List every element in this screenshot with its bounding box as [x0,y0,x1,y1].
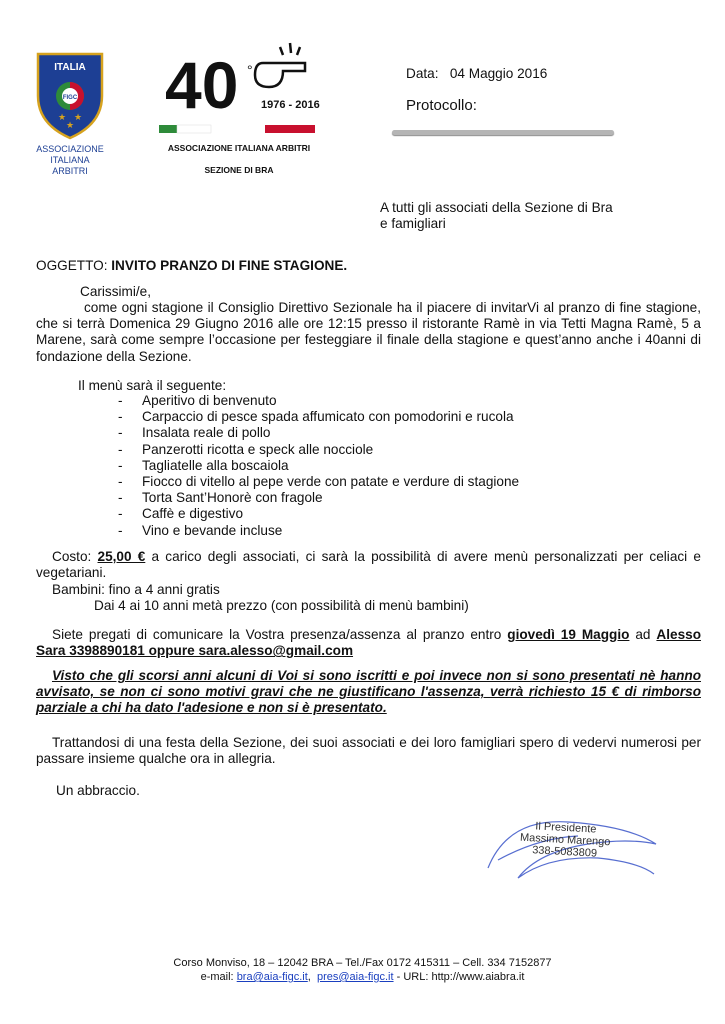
list-item: - Vino e bevande incluse [118,523,678,539]
signature-line-1: Il Presidente [535,820,597,836]
logo-40-line2: SEZIONE DI BRA [204,165,274,175]
logo-40-years: 1976 - 2016 [261,99,320,111]
logo-40-anni [155,35,325,185]
logo-italia-text: ITALIA [54,62,86,73]
degree-icon: ° [247,62,253,78]
children-line-2: Dai 4 ai 10 anni metà prezzo (con possibilità di menù bambini) [94,598,469,613]
flag-green-bar [159,125,177,133]
children-line-1: Bambini: fino a 4 anni gratis [52,582,220,597]
footer-email-link-2[interactable]: pres@aia-figc.it [316,971,394,983]
signature-text [519,820,611,861]
date-value: 04 Maggio 2016 [449,66,548,81]
signature-line-3: 338-5083809 [531,844,598,860]
recipient-block [380,200,710,232]
closing-text: Trattandosi di una festa della Sezione, dei suoi associati e dei loro famigliari spero di vedervi numerosi per passare insieme qualche ora in allegria. [36,735,701,767]
date-label: Data: [406,66,439,81]
cost-label: Costo: [52,549,92,564]
menu-intro: Il menù sarà il seguente: [78,378,227,393]
protocol-line [406,98,477,114]
logo-40-number: 40 [165,48,239,122]
star-icon: ★ [58,112,67,122]
footer-email-link-1[interactable]: bra@aia-figc.it [236,971,308,983]
greeting: Carissimi/e, [80,284,151,299]
logo-italia-caption [30,144,110,177]
intro-text: come ogni stagione il Consiglio Direttivo Sezionale ha il piacere di invitarVi al pranzo di fine stagione, che si terrà Domenica 29 Giugno 2016 alle ore 12:15 presso il ristorante Ramè in via Tetti Magna Ramè, 5 a Marene, sarà come sempre l’occasione per festeggiare il finale della stagione e quest’anno anche i 40anni di fondazione della Sezione. [36,300,701,364]
caption-line-1: ASSOCIAZIONE [36,144,104,154]
list-item: - Tagliatelle alla boscaiola [118,458,678,474]
rsvp-date: giovedì 19 Maggio [507,627,630,642]
footer-url-label: - URL: [396,971,429,983]
caption-line-2: ITALIANA [50,155,90,165]
logo-italia [30,50,110,177]
footer [0,956,725,984]
footer-url[interactable]: http://www.aiabra.it [431,971,525,983]
star-icon: ★ [74,112,83,122]
cost-paragraph [36,549,701,581]
cost-value: 25,00 € [97,549,146,564]
rsvp-paragraph [36,627,701,659]
footer-contacts: e-mail: bra@aia-figc.it, pres@aia-figc.it - URL: http://www.aiabra.it [200,971,525,983]
logo-figc-text: FIGC [62,95,78,101]
whistle-icon [255,43,305,87]
list-item: - Insalata reale di pollo [118,425,678,441]
list-item: - Caffè e digestivo [118,506,678,522]
cost-text: a carico degli associati, ci sarà la possibilità di avere menù personalizzati per celiaci e vegetariani. [36,549,701,581]
subject-line [36,258,347,274]
rsvp-ad: ad [635,627,651,642]
flag-white-bar [177,125,211,133]
subject-label: OGGETTO: [36,258,108,273]
signature-line-2: Massimo Marengo [519,831,611,849]
protocol-label: Protocollo: [406,97,477,114]
logo-40-line1: ASSOCIAZIONE ITALIANA ARBITRI [167,143,311,153]
flag-red-bar [265,125,315,133]
closing-paragraph [36,735,701,767]
menu-list [118,393,678,539]
list-item: - Torta Sant’Honorè con fragole [118,490,678,506]
date-line [406,66,547,82]
list-item: - Aperitivo di benvenuto [118,393,678,409]
list-item: - Fiocco di vitello al pepe verde con patate e verdure di stagione [118,474,678,490]
warning-text: Visto che gli scorsi anni alcuni di Voi si sono iscritti e poi invece non si sono presentati nè hanno avvisato, se non ci sono motivi gravi che ne giustificano l'assenza, verrà richiesto 15 € di rimborso parziale a chi ha dato l'adesione e non si è presentato. [36,668,701,716]
footer-email-label: e-mail: [200,971,234,983]
shield-icon [34,50,106,142]
intro-paragraph [36,300,701,365]
list-item: - Carpaccio di pesce spada affumicato con pomodorini e rucola [118,409,678,425]
protocol-field [392,130,614,135]
recipient-line-2: e famigliari [380,216,446,232]
rsvp-text: Siete pregati di comunicare la Vostra presenza/assenza al pranzo entro [52,627,502,642]
rsvp-contact: Alesso Sara 3398890181 oppure sara.alesso@gmail.com [36,627,701,659]
caption-line-3: ARBITRI [52,166,88,176]
recipient-line-1: A tutti gli associati della Sezione di Bra [380,200,613,215]
subject-value: INVITO PRANZO DI FINE STAGIONE. [111,258,348,273]
list-item: - Panzerotti ricotta e speck alle nocciole [118,442,678,458]
star-icon: ★ [66,120,75,130]
signature-stamp [478,808,668,896]
warning-paragraph [36,668,701,717]
farewell: Un abbraccio. [56,783,140,798]
footer-address: Corso Monviso, 18 – 12042 BRA – Tel./Fax 0172 415311 – Cell. 334 7152877 [173,957,552,969]
